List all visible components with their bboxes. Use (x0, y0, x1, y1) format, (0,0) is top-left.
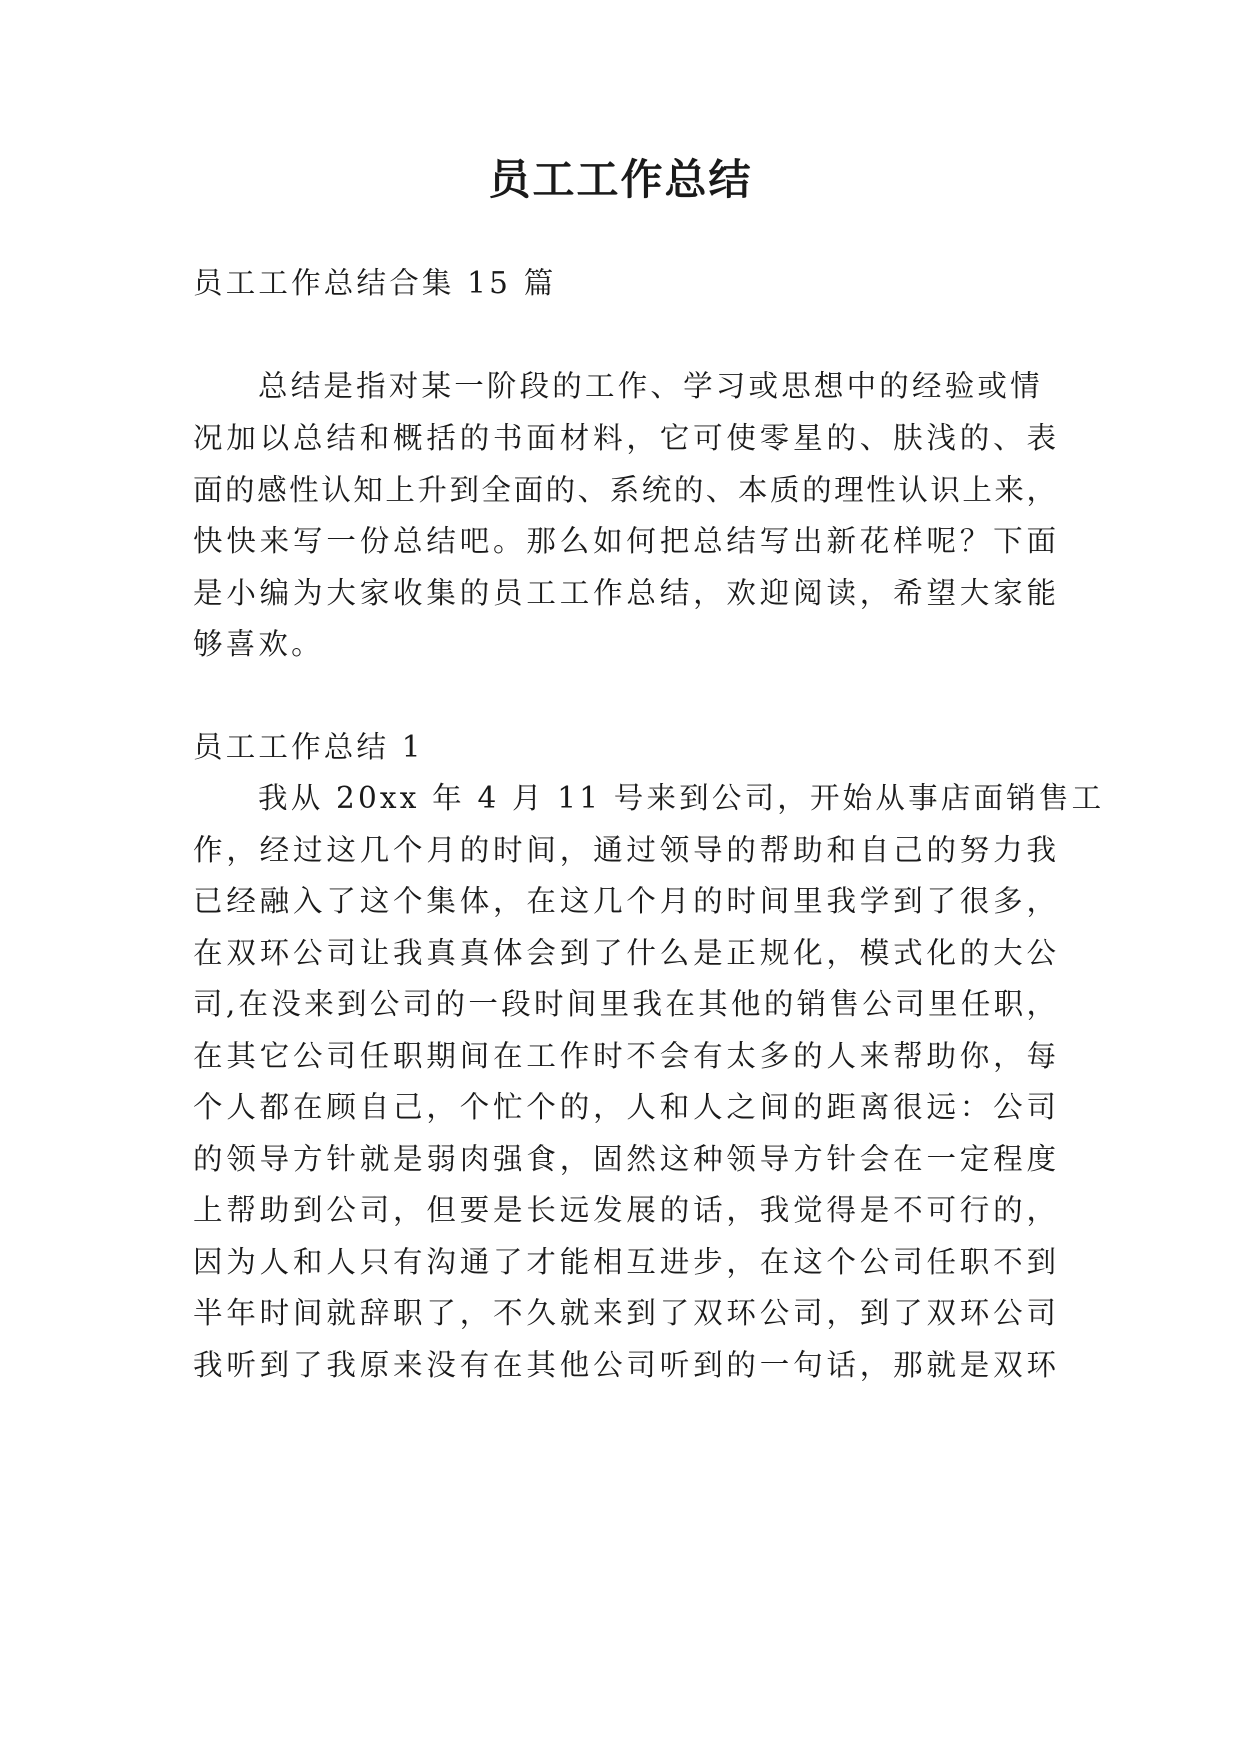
intro-line: 快快来写一份总结吧。那么如何把总结写出新花样呢？下面 (193, 524, 1056, 558)
section-heading: 员工工作总结 1 (193, 730, 424, 764)
body-line: 在双环公司让我真真体会到了什么是正规化，模式化的大公 (193, 936, 1056, 970)
body-line: 已经融入了这个集体，在这几个月的时间里我学到了很多， (193, 884, 1056, 918)
body-line: 的领导方针就是弱肉强食，固然这种领导方针会在一定程度 (193, 1142, 1056, 1176)
body-line: 上帮助到公司，但要是长远发展的话，我觉得是不可行的， (193, 1193, 1056, 1227)
body-line: 半年时间就辞职了，不久就来到了双环公司，到了双环公司 (193, 1296, 1056, 1330)
body-line: 因为人和人只有沟通了才能相互进步，在这个公司任职不到 (193, 1245, 1056, 1279)
body-line: 个人都在顾自己，个忙个的，人和人之间的距离很远：公司 (193, 1090, 1056, 1124)
body-line: 作，经过这几个月的时间，通过领导的帮助和自己的努力我 (193, 833, 1056, 867)
intro-line: 况加以总结和概括的书面材料，它可使零星的、肤浅的、表 (193, 421, 1056, 455)
body-line: 我听到了我原来没有在其他公司听到的一句话，那就是双环 (193, 1348, 1056, 1382)
body-line: 我从 20xx 年 4 月 11 号来到公司，开始从事店面销售工 (258, 781, 1105, 815)
document-title: 员工工作总结 (488, 155, 753, 204)
intro-line: 够喜欢。 (193, 627, 324, 661)
intro-line: 总结是指对某一阶段的工作、学习或思想中的经验或情 (258, 369, 1043, 403)
intro-line: 是小编为大家收集的员工工作总结，欢迎阅读，希望大家能 (193, 576, 1056, 610)
body-line: 在其它公司任职期间在工作时不会有太多的人来帮助你，每 (193, 1039, 1056, 1073)
body-line: 司,在没来到公司的一段时间里我在其他的销售公司里任职， (193, 987, 1056, 1021)
intro-line: 面的感性认知上升到全面的、系统的、本质的理性认识上来， (193, 473, 1056, 507)
collection-subtitle: 员工工作总结合集 15 篇 (193, 266, 557, 300)
